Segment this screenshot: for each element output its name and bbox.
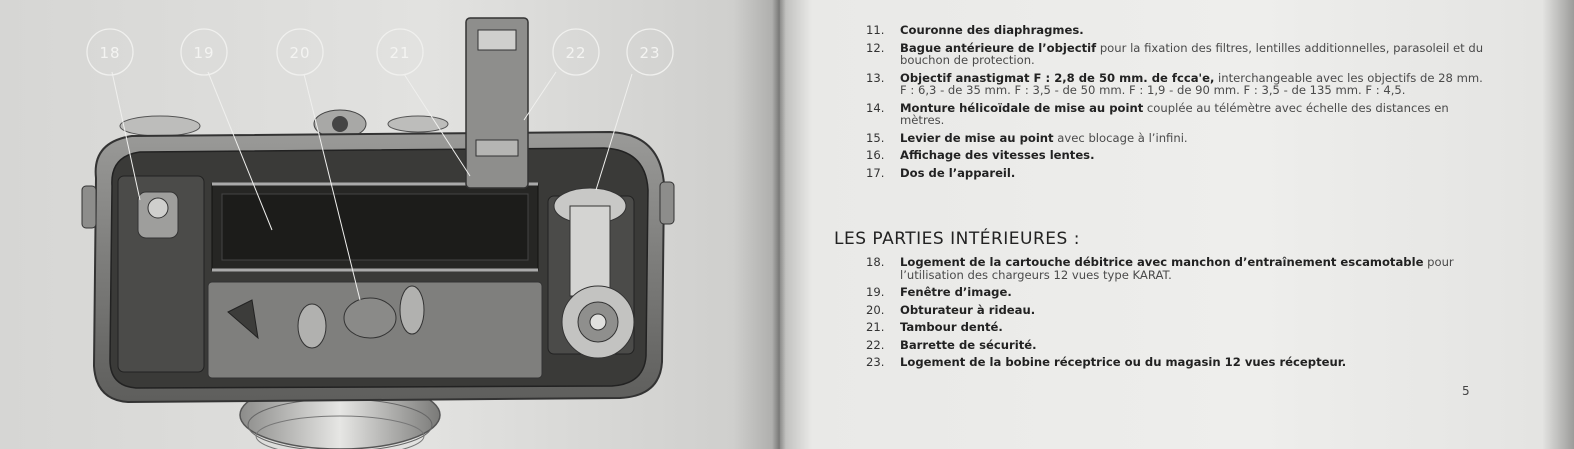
list-item [862, 167, 1488, 180]
list-item [862, 304, 1488, 317]
callout-21 [377, 29, 423, 75]
item-term: Objectif anastigmat F : 2,8 de 50 mm. de fcca'e, [900, 70, 1215, 85]
item-number: 21. [866, 320, 885, 334]
item-description: interchangeable avec les objectifs de 28 mm. F : 6,3 - de 35 mm. F : 3,5 - de 50 mm. F : 1,9 - de 90 mm. F : 3,5 - de 135 mm. F : 4,5. [900, 70, 1483, 97]
item-number: 23. [866, 355, 885, 369]
callout-20 [277, 29, 323, 75]
camera-body [82, 132, 674, 402]
list-item [862, 149, 1488, 162]
callout-23 [627, 29, 673, 75]
callout-22-label: 22 [565, 44, 587, 62]
left-page [0, 0, 780, 449]
section-title: LES PARTIES INTÉRIEURES : [834, 229, 1080, 249]
callout-23-label: 23 [639, 44, 661, 62]
item-description: pour la fixation des filtres, lentilles additionnelles, parasoleil et du bouchon de protection. [900, 40, 1484, 67]
item-number: 11. [866, 23, 885, 37]
item-term: Bague antérieure de l’objectif [900, 40, 1097, 55]
item-number: 19. [866, 285, 885, 299]
list-item [862, 132, 1488, 145]
item-description: couplée au télémètre avec échelle des distances en mètres. [900, 100, 1449, 127]
list-item [862, 339, 1488, 352]
item-number: 16. [866, 148, 885, 162]
camera-interior-illustration [0, 0, 780, 449]
item-term: Logement de la bobine réceptrice ou du magasin 12 vues récepteur. [900, 355, 1347, 369]
callout-21-label: 21 [389, 44, 411, 62]
list-item [862, 286, 1488, 299]
callout-19 [181, 29, 227, 75]
item-description: pour l’utilisation des chargeurs 12 vues type KARAT. [900, 255, 1454, 282]
item-description: avec blocage à l’infini. [1053, 130, 1188, 145]
item-term: Couronne des diaphragmes. [900, 23, 1084, 37]
item-term: Dos de l’appareil. [900, 165, 1016, 180]
page-number: 5 [1462, 384, 1470, 398]
list-item [862, 42, 1488, 67]
item-term: Logement de la cartouche débitrice avec manchon d’entraînement escamotable [900, 255, 1424, 269]
item-term: Affichage des vitesses lentes. [900, 148, 1095, 162]
page-gutter [772, 0, 786, 449]
exterior-parts-list [862, 24, 1488, 184]
list-item [862, 72, 1488, 97]
safety-bar [466, 18, 528, 188]
item-number: 12. [866, 40, 885, 55]
interior-parts-list [862, 256, 1488, 374]
item-number: 20. [866, 302, 885, 317]
callout-22 [553, 29, 599, 75]
item-term: Monture hélicoïdale de mise au point [900, 100, 1144, 115]
item-number: 22. [866, 337, 885, 352]
list-item [862, 102, 1488, 127]
list-item [862, 356, 1488, 369]
item-number: 18. [866, 255, 885, 269]
item-term: Fenêtre d’image. [900, 285, 1012, 299]
item-term: Levier de mise au point [900, 130, 1054, 145]
item-number: 15. [866, 130, 885, 145]
list-item [862, 321, 1488, 334]
callout-20-label: 20 [289, 44, 311, 62]
item-term: Barrette de sécurité. [900, 337, 1037, 352]
item-number: 17. [866, 165, 885, 180]
callout-18 [87, 29, 133, 75]
item-term: Tambour denté. [900, 320, 1003, 334]
item-number: 13. [866, 70, 885, 85]
list-item [862, 24, 1488, 37]
callout-19-label: 19 [193, 44, 215, 62]
callout-18-label: 18 [99, 44, 121, 62]
item-term: Obturateur à rideau. [900, 302, 1036, 317]
list-item [862, 256, 1488, 281]
item-number: 14. [866, 100, 885, 115]
